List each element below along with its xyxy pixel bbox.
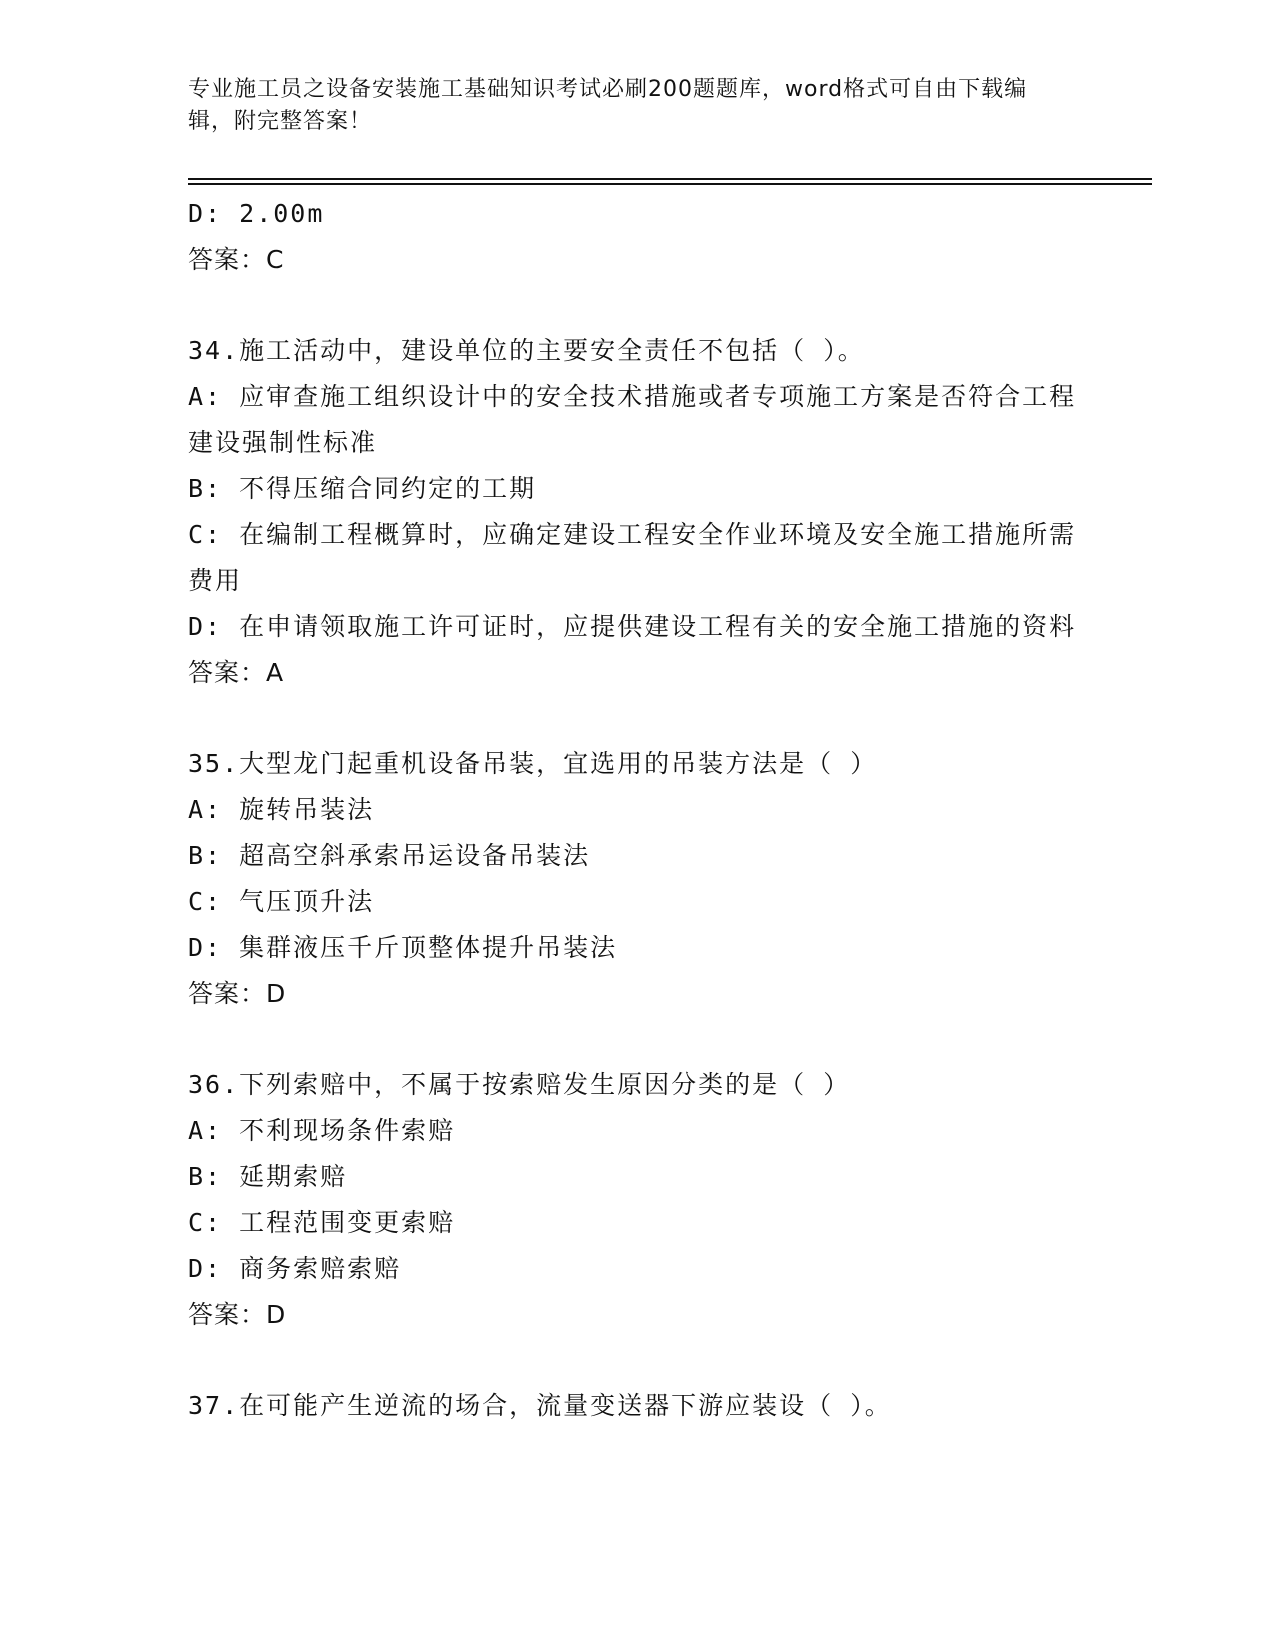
option-d: D: 商务索赔索赔 xyxy=(188,1254,402,1283)
question-34 xyxy=(188,328,1078,696)
option-d: D: 集群液压千斤顶整体提升吊装法 xyxy=(188,933,618,962)
option-b: B: 延期索赔 xyxy=(188,1162,348,1191)
option-c: C: 气压顶升法 xyxy=(188,887,375,916)
header-divider-top xyxy=(188,178,1152,180)
answer-line: 答案：D xyxy=(188,1300,287,1329)
question-stem: 36.下列索赔中，不属于按索赔发生原因分类的是（ ） xyxy=(188,1070,851,1099)
question-stem: 34.施工活动中，建设单位的主要安全责任不包括（ ）。 xyxy=(188,336,865,365)
option-d: D: 在申请领取施工许可证时，应提供建设工程有关的安全施工措施的资料 xyxy=(188,612,1077,641)
answer-line: 答案：C xyxy=(188,245,285,274)
question-36 xyxy=(188,1062,1078,1338)
option-a: A: 旋转吊装法 xyxy=(188,795,375,824)
header-divider-bottom xyxy=(188,183,1152,185)
page-header: 专业施工员之设备安装施工基础知识考试必刷200题题库，word格式可自由下载编辑，附完整答案！ xyxy=(188,77,1028,134)
question-content xyxy=(188,191,1078,1429)
option-c: C: 在编制工程概算时，应确定建设工程安全作业环境及安全施工措施所需费用 xyxy=(188,520,1077,595)
option-d: D: 2.00m xyxy=(188,199,325,228)
question-35 xyxy=(188,741,1078,1017)
option-c: C: 工程范围变更索赔 xyxy=(188,1208,456,1237)
option-b: B: 超高空斜承索吊运设备吊装法 xyxy=(188,841,591,870)
option-a: A: 不利现场条件索赔 xyxy=(188,1116,456,1145)
question-37 xyxy=(188,1383,1078,1429)
question-stem: 37.在可能产生逆流的场合，流量变送器下游应装设（ ）。 xyxy=(188,1391,892,1420)
option-a: A: 应审查施工组织设计中的安全技术措施或者专项施工方案是否符合工程建设强制性标准 xyxy=(188,382,1077,457)
answer-line: 答案：A xyxy=(188,658,285,687)
answer-line: 答案：D xyxy=(188,979,287,1008)
option-b: B: 不得压缩合同约定的工期 xyxy=(188,474,537,503)
question-stem: 35.大型龙门起重机设备吊装，宜选用的吊装方法是（ ） xyxy=(188,749,878,778)
